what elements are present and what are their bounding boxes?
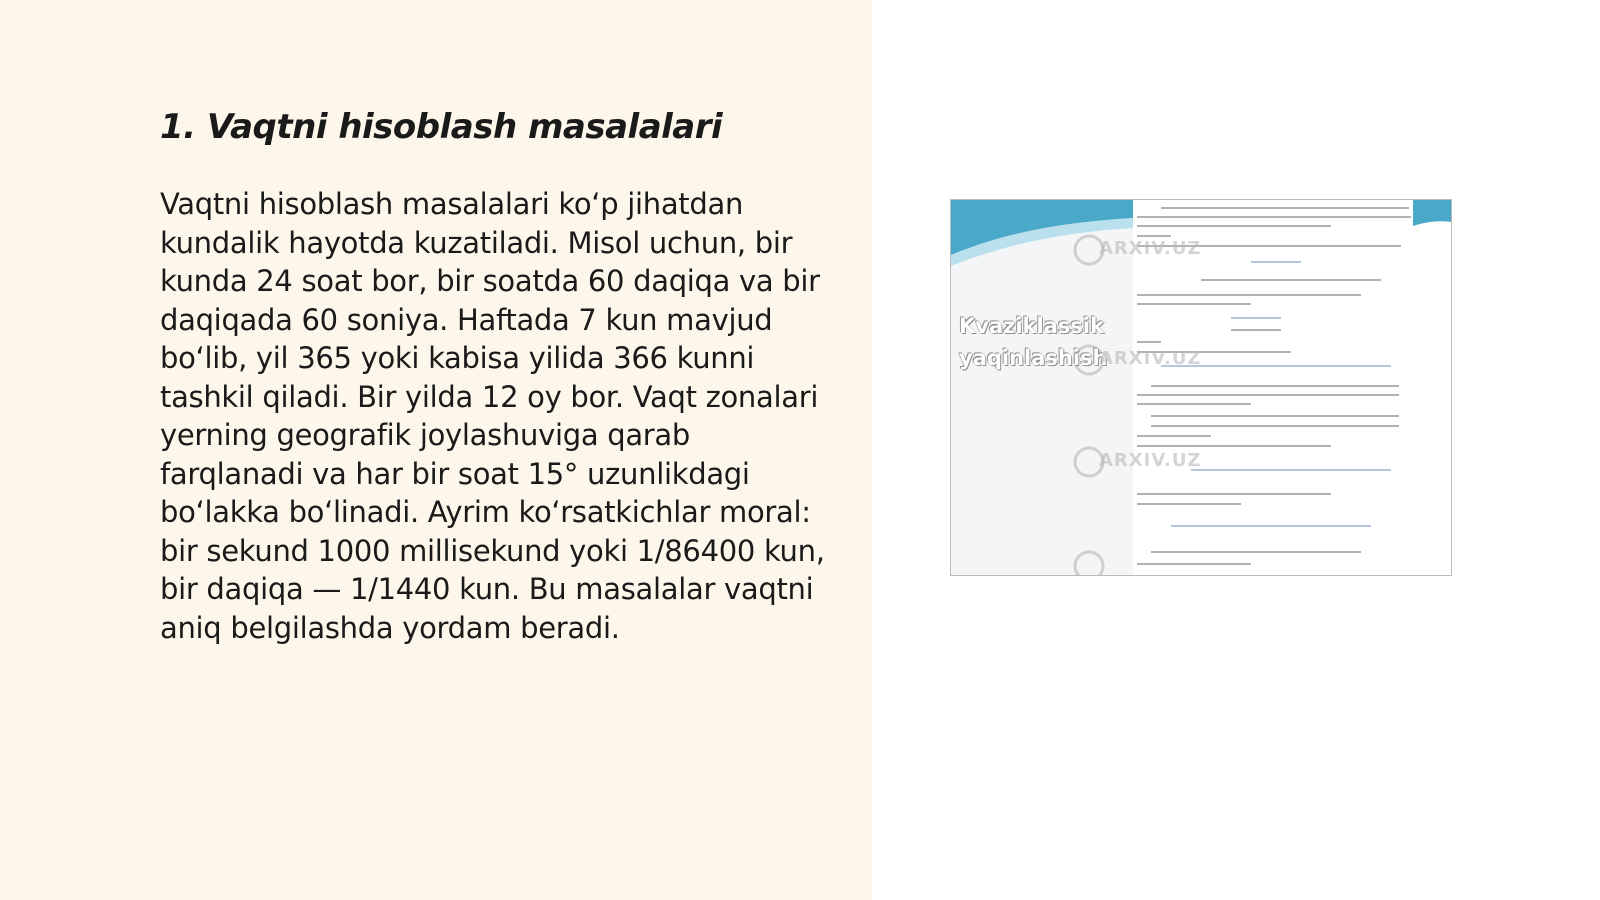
watermark-text: ARXIV.UZ <box>1099 450 1202 471</box>
slide-title: 1. Vaqtni hisoblash masalalari <box>160 107 723 147</box>
watermark-text: ARXIV.UZ <box>1099 348 1202 369</box>
slide-body-text: Vaqtni hisoblash masalalari ko‘p jihatdan kundalik hayotda kuzatiladi. Misol uchun, bir kunda 24 soat bor, bir soatda 60 daqiqa va bir daqiqada 60 soniya. Haftada 7 kun mavjud bo‘lib, yil 365 yoki kabisa yilida 366 kunni tashkil qiladi. Bir yilda 12 oy bor. Vaqt zonalari yerning geografik joylashuviga qarab farqlanadi va har bir soat 15° uzunlikdagi bo‘lakka bo‘linadi. Ayrim ko‘rsatkichlar moral: bir sekund 1000 millisekund yoki 1/86400 kun, bir daqiqa — 1/1440 kun. Bu masalalar vaqtni aniq belgilashda yordam beradi. <box>160 187 825 645</box>
thumbnail-cover-title: Kvaziklassik yaqinlashish <box>959 314 1108 370</box>
document-thumbnail-image <box>950 199 1452 576</box>
watermark-text: ARXIV.UZ <box>1099 238 1202 259</box>
